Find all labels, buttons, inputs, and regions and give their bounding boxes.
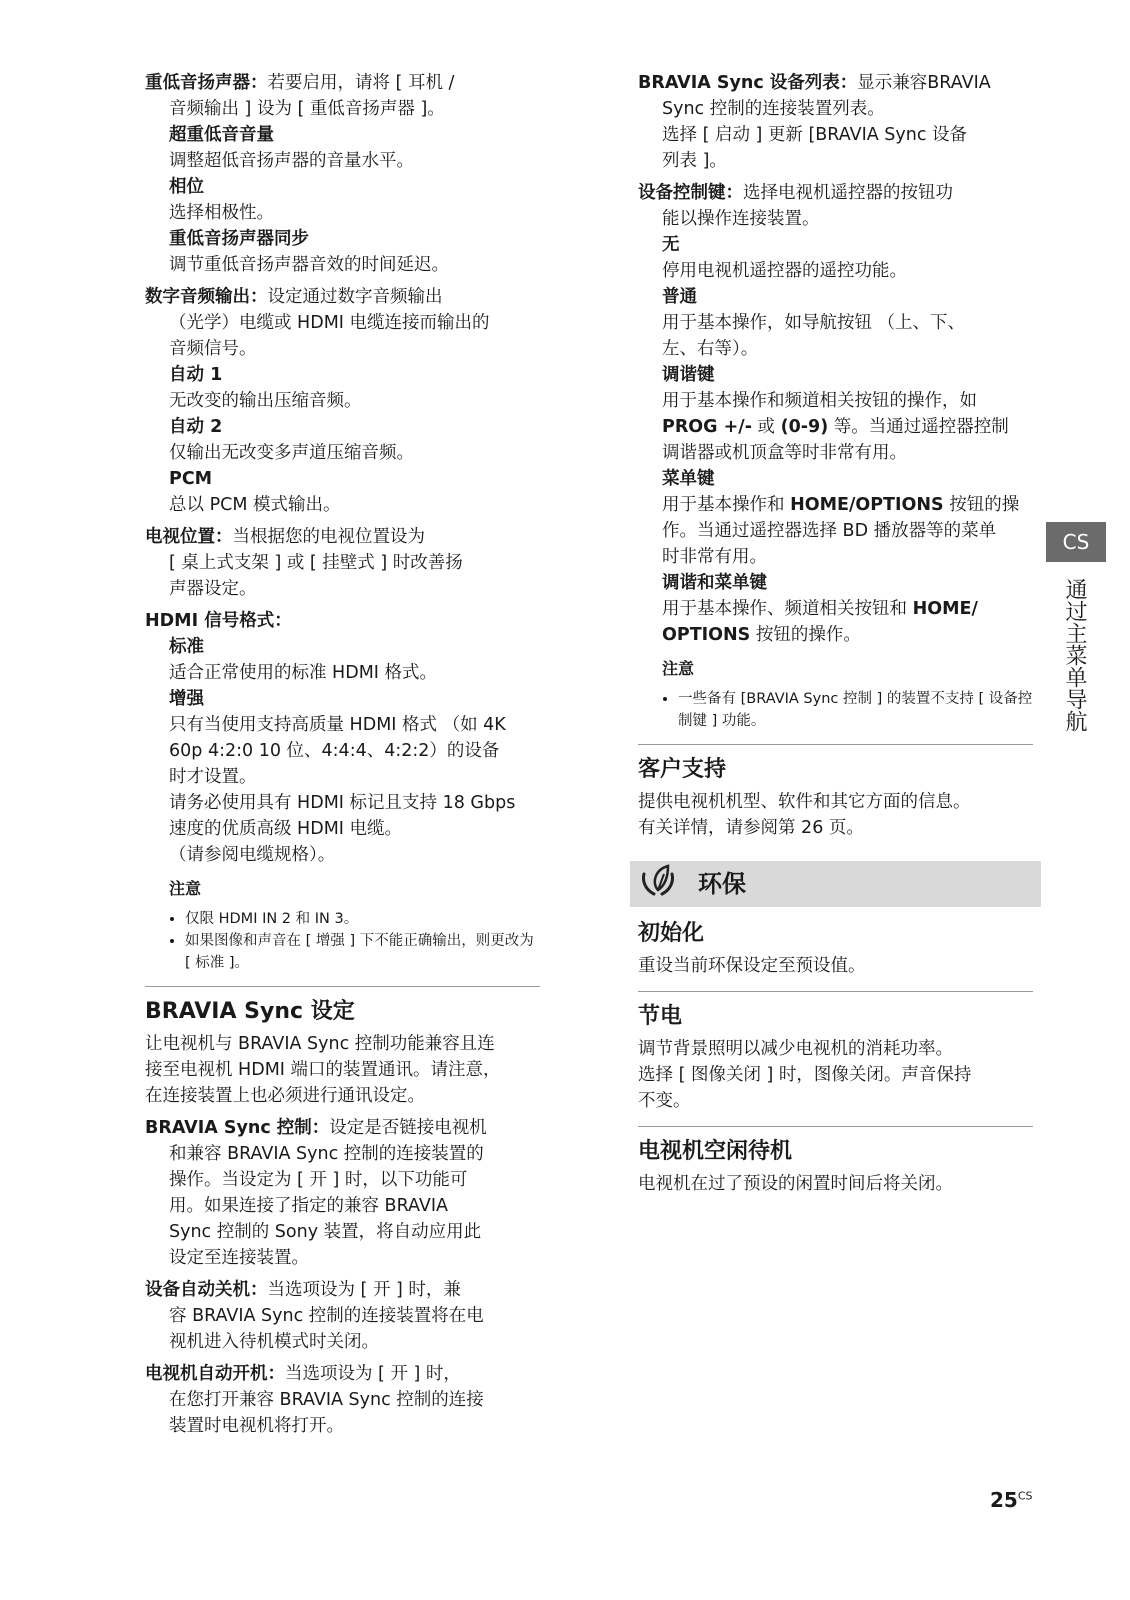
note-list	[638, 688, 1033, 732]
bravia-control-term: BRAVIA Sync 控制：	[145, 1118, 330, 1138]
option-tuner-desc	[638, 414, 1033, 440]
option-tuner-menu-desc	[638, 622, 1033, 648]
digital-out-entry	[145, 284, 540, 518]
device-list-entry	[638, 70, 1033, 174]
bravia-control-desc-cont: 设定至连接装置。	[169, 1248, 309, 1268]
section-divider	[145, 986, 540, 987]
hdmi-enhanced-desc: 60p 4:2:0 10 位、4:4:4、4:2:2）的设备	[169, 741, 500, 761]
language-tab: CS	[1046, 522, 1106, 562]
option-menu-desc: 作。当通过遥控器选择 BD 播放器等的菜单	[662, 521, 997, 541]
digital-out-term: 数字音频输出：	[145, 287, 268, 307]
tv-position-desc-cont: 声器设定。	[169, 579, 257, 599]
sub-item-term: 自动 1	[169, 365, 223, 385]
hdmi-enhanced-desc: （请参阅电缆规格）。	[169, 845, 336, 865]
bravia-sync-intro: 接至电视机 HDMI 端口的装置通讯。请注意，	[145, 1060, 501, 1080]
number-buttons-label: (0-9)	[780, 417, 829, 437]
option-normal-term: 普通	[662, 287, 697, 307]
eco-hands-leaf-icon	[638, 860, 678, 908]
control-keys-desc: 选择电视机遥控器的按钮功	[743, 183, 953, 203]
auto-off-entry	[145, 1277, 540, 1355]
sub-item-desc: 调整超低音扬声器的音量水平。	[169, 151, 414, 171]
auto-off-desc-cont: 视机进入待机模式时关闭。	[169, 1332, 379, 1352]
page-number-suffix: CS	[1017, 1489, 1033, 1503]
control-keys-entry	[638, 180, 1033, 732]
tv-position-desc: 当根据您的电视位置设为	[232, 527, 425, 547]
power-saving-desc: 选择 [ 图像关闭 ] 时，图像关闭。声音保持	[638, 1065, 972, 1085]
auto-on-desc-cont: 装置时电视机将打开。	[169, 1416, 344, 1436]
support-desc: 有关详情，请参阅第 26 页。	[638, 818, 864, 838]
reset-desc: 重设当前环保设定至预设值。	[638, 956, 866, 976]
device-list-desc-cont: 列表 ]。	[662, 151, 727, 171]
subwoofer-desc-cont: 音频输出 ] 设为 [ 重低音扬声器 ]。	[169, 99, 445, 119]
section-divider	[638, 1126, 1033, 1127]
bravia-sync-heading: BRAVIA Sync 设定	[145, 999, 355, 1024]
option-none-desc: 停用电视机遥控器的遥控功能。	[662, 261, 907, 281]
idle-standby-desc: 电视机在过了预设的闲置时间后将关闭。	[638, 1174, 953, 1194]
option-menu-desc: 时非常有用。	[662, 547, 767, 567]
bravia-sync-intro: 在连接装置上也必须进行通讯设定。	[145, 1086, 425, 1106]
auto-on-entry	[145, 1361, 540, 1439]
reset-heading: 初始化	[638, 921, 705, 946]
tv-position-entry	[145, 524, 540, 602]
note-item: • 一些备有 [BRAVIA Sync 控制 ] 的装置不支持 [ 设备控制键 ] 功能。	[678, 688, 1033, 732]
sub-item-desc: 选择相极性。	[169, 203, 274, 223]
power-saving-desc: 不变。	[638, 1091, 691, 1111]
eco-section-title: 环保	[698, 870, 746, 898]
option-menu-desc-tail: 按钮的操	[943, 495, 1020, 515]
option-tuner-menu-desc	[638, 596, 1033, 622]
bravia-control-desc-cont: 用。如果连接了指定的兼容 BRAVIA	[169, 1196, 448, 1216]
support-heading: 客户支持	[638, 757, 727, 782]
hdmi-enhanced-desc: 请务必使用具有 HDMI 标记且支持 18 Gbps	[169, 793, 516, 813]
hdmi-enhanced-term: 增强	[169, 689, 204, 709]
device-list-desc: 显示兼容BRAVIA	[857, 73, 991, 93]
note-heading: 注意	[662, 659, 695, 678]
left-column	[145, 70, 540, 1445]
sub-item-term: 重低音扬声器同步	[169, 229, 309, 249]
options-label: OPTIONS	[662, 625, 751, 645]
page-number-value: 25	[990, 1488, 1018, 1512]
digital-out-desc-cont: （光学）电缆或 HDMI 电缆连接而输出的	[169, 313, 490, 333]
auto-off-desc: 当选项设为 [ 开 ] 时，兼	[267, 1280, 461, 1300]
section-divider	[638, 991, 1033, 992]
support-desc: 提供电视机机型、软件和其它方面的信息。	[638, 792, 971, 812]
hdmi-standard-desc: 适合正常使用的标准 HDMI 格式。	[169, 663, 438, 683]
option-tuner-desc: 用于基本操作和频道相关按钮的操作，如	[662, 391, 977, 411]
power-saving-heading: 节电	[638, 1004, 683, 1029]
prog-button-label: PROG +/-	[662, 417, 752, 437]
auto-on-desc-cont: 在您打开兼容 BRAVIA Sync 控制的连接	[169, 1390, 484, 1410]
hdmi-format-term: HDMI 信号格式：	[145, 611, 292, 631]
hdmi-format-entry	[145, 608, 540, 974]
sub-item-term: 超重低音音量	[169, 125, 274, 145]
sub-item-term: 相位	[169, 177, 204, 197]
auto-off-term: 设备自动关机：	[145, 1280, 268, 1300]
hdmi-enhanced-desc: 时才设置。	[169, 767, 257, 787]
home-label: HOME/	[912, 599, 978, 619]
device-list-desc-cont: 选择 [ 启动 ] 更新 [BRAVIA Sync 设备	[662, 125, 968, 145]
sub-item-desc: 仅输出无改变多声道压缩音频。	[169, 443, 414, 463]
option-tuner-menu-desc-tail: 按钮的操作。	[750, 625, 861, 645]
hdmi-enhanced-desc: 只有当使用支持高质量 HDMI 格式 （如 4K	[169, 715, 506, 735]
subwoofer-term: 重低音扬声器：	[145, 73, 268, 93]
control-keys-term: 设备控制键：	[638, 183, 743, 203]
bravia-control-desc: 设定是否链接电视机	[329, 1118, 487, 1138]
bravia-control-desc-cont: 和兼容 BRAVIA Sync 控制的连接装置的	[169, 1144, 484, 1164]
right-column	[638, 70, 1033, 1203]
option-normal-desc: 左、右等）。	[662, 339, 759, 359]
bravia-control-desc-cont: 操作。当设定为 [ 开 ] 时，以下功能可	[169, 1170, 468, 1190]
option-tuner-menu-desc-head: 用于基本操作、频道相关按钮和	[662, 599, 913, 619]
option-menu-desc-head: 用于基本操作和	[662, 495, 791, 515]
note-heading: 注意	[169, 879, 202, 898]
auto-on-desc: 当选项设为 [ 开 ] 时，	[285, 1364, 461, 1384]
sub-item-term: PCM	[169, 469, 213, 489]
option-menu-desc	[638, 492, 1033, 518]
option-normal-desc: 用于基本操作，如导航按钮 （上、下、	[662, 313, 966, 333]
note-list	[145, 908, 540, 974]
device-list-term: BRAVIA Sync 设备列表：	[638, 73, 858, 93]
bravia-control-entry	[145, 1115, 540, 1271]
bravia-control-desc-cont: Sync 控制的 Sony 装置，将自动应用此	[169, 1222, 482, 1242]
subwoofer-entry	[145, 70, 540, 278]
tv-position-term: 电视位置：	[145, 527, 233, 547]
power-saving-desc: 调节背景照明以减少电视机的消耗功率。	[638, 1039, 953, 1059]
sub-item-desc: 总以 PCM 模式输出。	[169, 495, 341, 515]
tv-position-desc-cont: [ 桌上式支架 ] 或 [ 挂壁式 ] 时改善扬	[169, 553, 463, 573]
eco-section-bar	[630, 861, 1041, 907]
page-number	[990, 1488, 1033, 1512]
option-tuner-desc-tail: 等。当通过遥控器控制	[828, 417, 1009, 437]
control-keys-desc-cont: 能以操作连接装置。	[662, 209, 820, 229]
idle-standby-heading: 电视机空闲待机	[638, 1139, 793, 1164]
sub-item-desc: 调节重低音扬声器音效的时间延迟。	[169, 255, 449, 275]
option-tuner-term: 调谐键	[662, 365, 715, 385]
option-menu-term: 菜单键	[662, 469, 715, 489]
bravia-sync-intro: 让电视机与 BRAVIA Sync 控制功能兼容且连	[145, 1034, 495, 1054]
sub-item-term: 自动 2	[169, 417, 223, 437]
home-options-label: HOME/OPTIONS	[790, 495, 944, 515]
note-item: • 如果图像和声音在 [ 增强 ] 下不能正确输出，则更改为 [ 标准 ]。	[185, 930, 540, 974]
auto-off-desc-cont: 容 BRAVIA Sync 控制的连接装置将在电	[169, 1306, 484, 1326]
option-none-term: 无	[662, 235, 680, 255]
hdmi-enhanced-desc: 速度的优质高级 HDMI 电缆。	[169, 819, 403, 839]
digital-out-desc: 设定通过数字音频输出	[267, 287, 443, 307]
digital-out-desc-cont: 音频信号。	[169, 339, 257, 359]
sub-item-desc: 无改变的输出压缩音频。	[169, 391, 362, 411]
option-tuner-desc: 调谐器或机顶盒等时非常有用。	[662, 443, 907, 463]
option-tuner-conj: 或	[751, 417, 781, 437]
option-tuner-menu-term: 调谐和菜单键	[662, 573, 767, 593]
note-item: • 仅限 HDMI IN 2 和 IN 3。	[185, 908, 540, 930]
hdmi-standard-term: 标准	[169, 637, 204, 657]
subwoofer-desc: 若要启用，请将 [ 耳机 /	[267, 73, 455, 93]
section-side-label: 通过主菜单导航	[1062, 578, 1087, 732]
device-list-desc-cont: Sync 控制的连接装置列表。	[662, 99, 885, 119]
section-divider	[638, 744, 1033, 745]
auto-on-term: 电视机自动开机：	[145, 1364, 285, 1384]
